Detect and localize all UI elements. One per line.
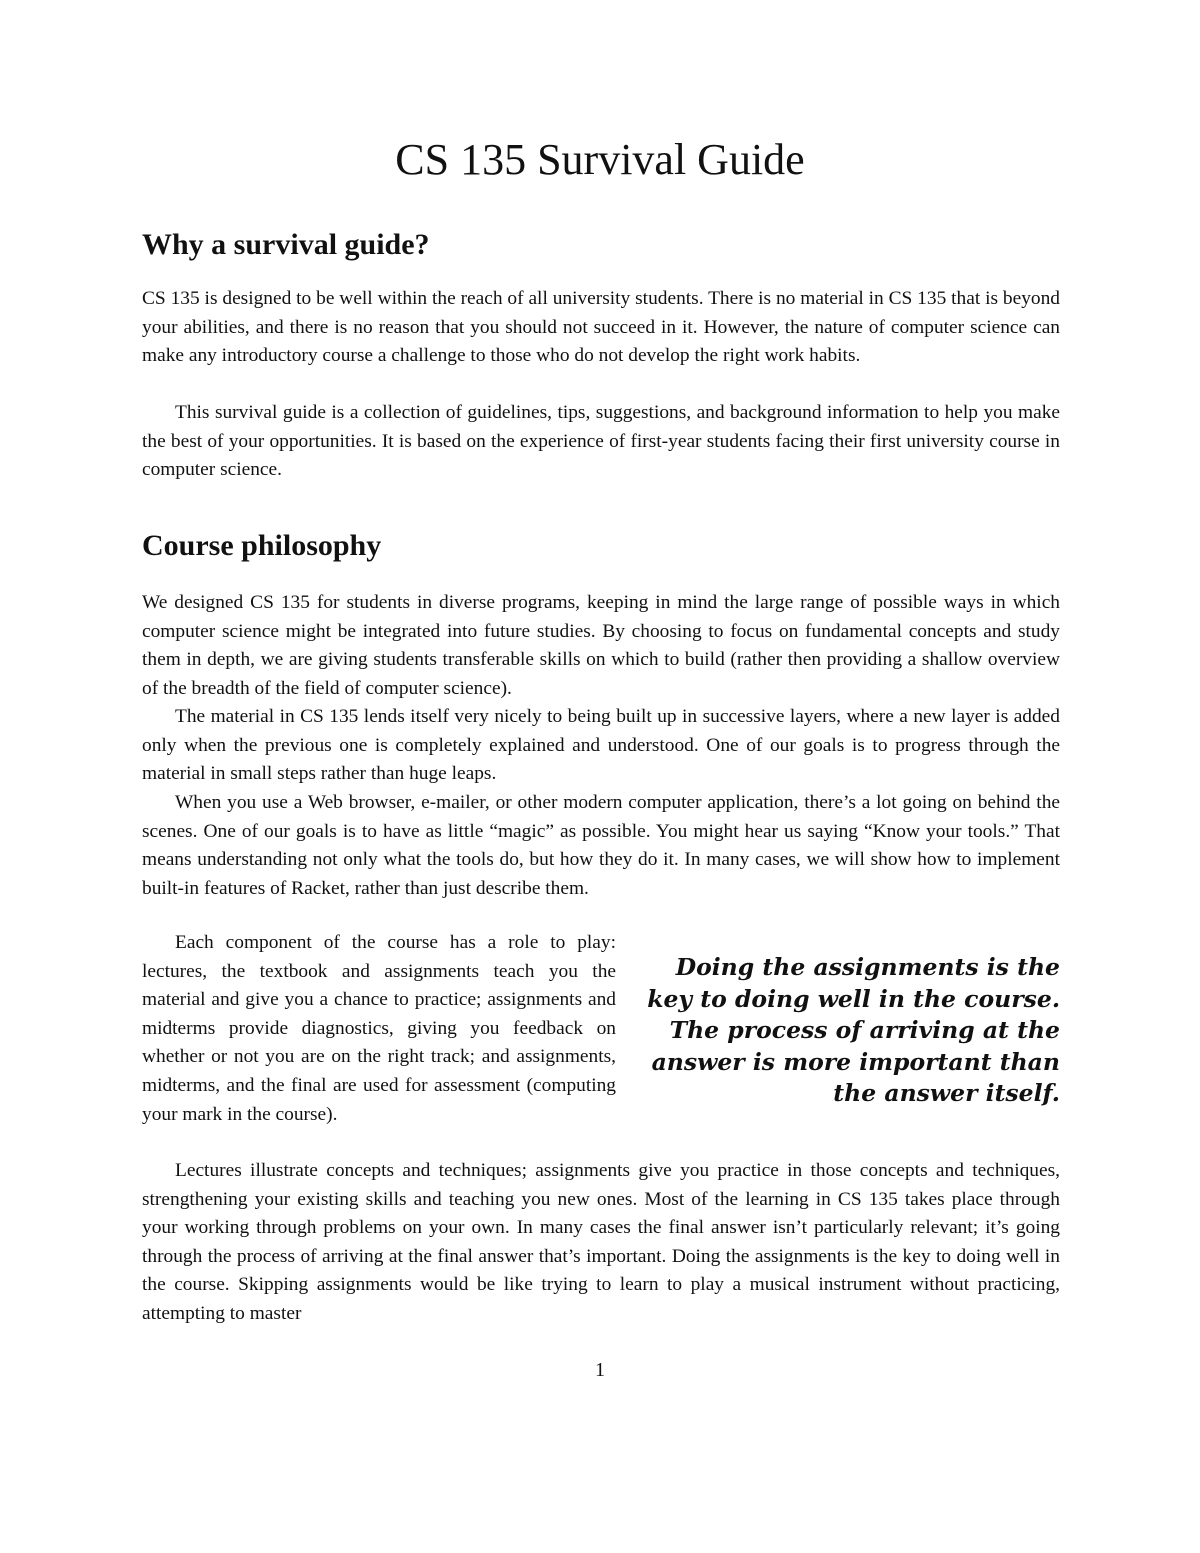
paragraph: This survival guide is a collection of guidelines, tips, suggestions, and background information to help you make the best of your opportunities. It is based on the experience of first-year students facing their first university course in computer science. [142,402,1060,481]
paragraph: The material in CS 135 lends itself very nicely to being built up in successive layers, where a new layer is added only when the previous one is completely explained and understood. One of our goals is to progress through the material in small steps rather than huge leaps. [142,706,1060,785]
paragraph: When you use a Web browser, e-mailer, or other modern computer application, there’s a lot going on behind the scenes. One of our goals is to have as little “magic” as possible. You might hear us saying “Know your tools.” That means understanding not only what the tools do, but how they do it. In many cases, we will show how to implement built-in features of Racket, rather than just describe them. [142,792,1060,899]
pull-quote: Doing the assignments is the key to doing well in the course. The process of arriving at the answer is more important than the answer itself. [647,953,1060,1107]
section-heading-why-survival-guide: Why a survival guide? [142,228,430,261]
page-title: CS 135 Survival Guide [395,135,805,184]
page-number: 1 [595,1359,605,1381]
paragraph: Each component of the course has a role to play: lectures, the textbook and assignments teach you the material and give you a chance to practice; assignments and midterms provide diagnostics, giving you feedback on whether or not you are on the right track; and assignments, midterms, and the final are used for assessment (computing your mark in the course). [142,932,616,1125]
section-heading-course-philosophy: Course philosophy [142,529,382,562]
paragraph: CS 135 is designed to be well within the reach of all university students. There is no material in CS 135 that is beyond your abilities, and there is no reason that you should not succeed in it. However, the nature of computer science can make any introductory course a challenge to those who do not develop the right work habits. [142,288,1060,367]
paragraph: We designed CS 135 for students in diverse programs, keeping in mind the large range of possible ways in which computer science might be integrated into future studies. By choosing to focus on fundamental concepts and study them in depth, we are giving students transferable skills on which to build (rather then providing a shallow overview of the breadth of the field of computer science). [142,592,1060,699]
paragraph: Lectures illustrate concepts and techniques; assignments give you practice in those concepts and techniques, strengthening your existing skills and teaching you new ones. Most of the learning in CS 135 takes place through your working through problems on your own. In many cases the final answer isn’t particularly relevant; it’s going through the process of arriving at the final answer that’s important. Doing the assignments is the key to doing well in the course. Skipping assignments would be like trying to learn to play a musical instrument without practicing, attempting to master [142,1160,1060,1324]
